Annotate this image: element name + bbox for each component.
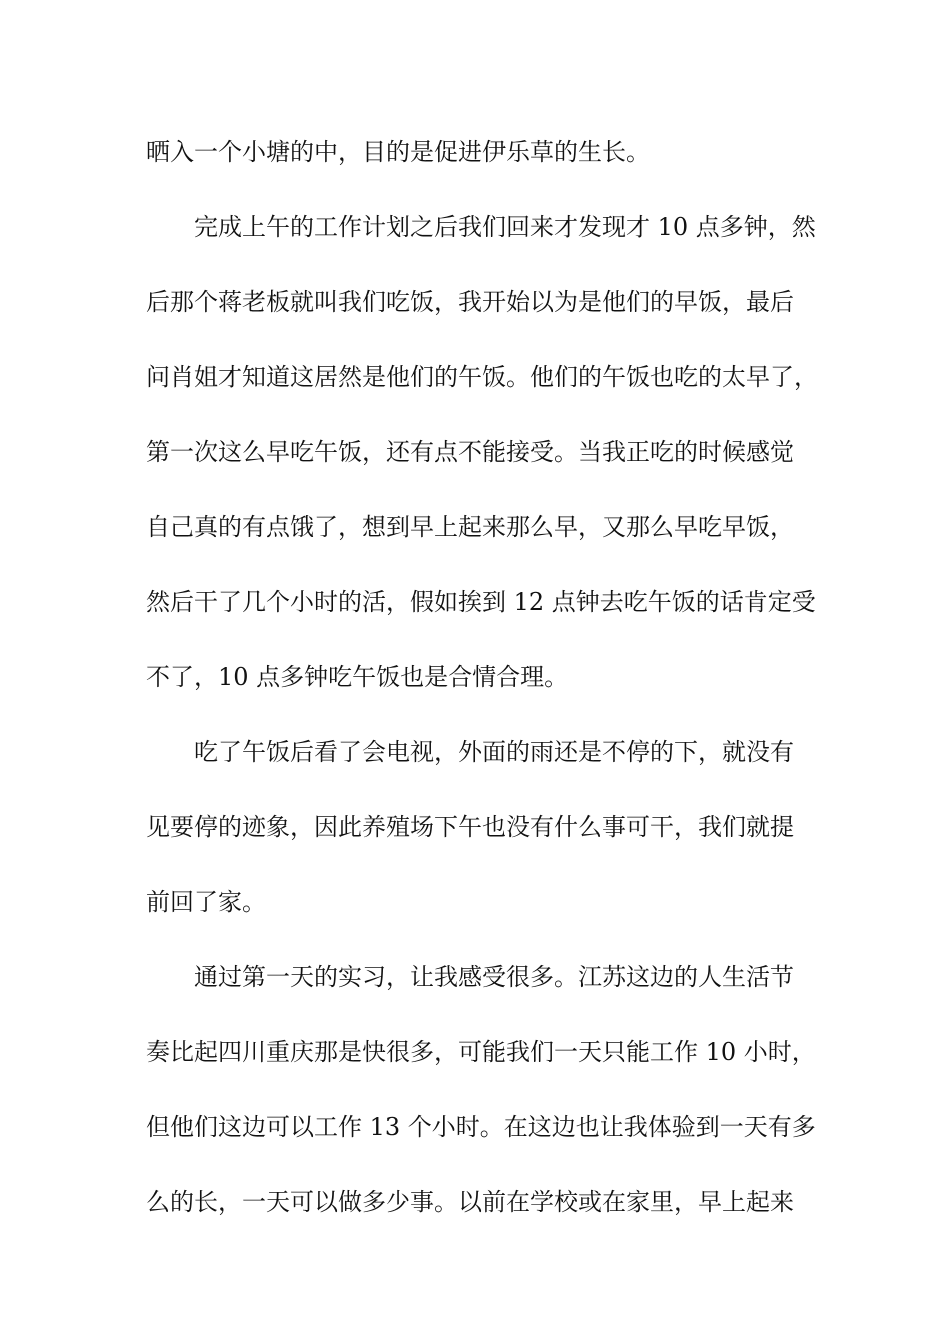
text-line: 第一次这么早吃午饭，还有点不能接受。当我正吃的时候感觉 xyxy=(146,438,794,466)
paragraph-first-line: 完成上午的工作计划之后我们回来才发现才 10 点多钟，然 xyxy=(194,213,816,241)
text-line: 但他们这边可以工作 13 个小时。在这边也让我体验到一天有多 xyxy=(146,1113,816,1141)
text-line: 问肖姐才知道这居然是他们的午饭。他们的午饭也吃的太早了， xyxy=(146,363,818,391)
text-line: 晒入一个小塘的中，目的是促进伊乐草的生长。 xyxy=(146,138,650,166)
text-line: 然后干了几个小时的活，假如挨到 12 点钟去吃午饭的话肯定受 xyxy=(146,588,816,616)
text-line: 么的长，一天可以做多少事。以前在学校或在家里，早上起来 xyxy=(146,1188,794,1216)
paragraph-first-line: 通过第一天的实习，让我感受很多。江苏这边的人生活节 xyxy=(194,963,794,991)
text-line: 后那个蒋老板就叫我们吃饭，我开始以为是他们的早饭，最后 xyxy=(146,288,794,316)
text-line: 奏比起四川重庆那是快很多，可能我们一天只能工作 10 小时， xyxy=(146,1038,816,1066)
text-line: 不了，10 点多钟吃午饭也是合情合理。 xyxy=(146,663,569,691)
text-line: 见要停的迹象，因此养殖场下午也没有什么事可干，我们就提 xyxy=(146,813,794,841)
text-line: 前回了家。 xyxy=(146,888,266,916)
paragraph-first-line: 吃了午饭后看了会电视，外面的雨还是不停的下，就没有 xyxy=(194,738,794,766)
text-line: 自己真的有点饿了，想到早上起来那么早，又那么早吃早饭， xyxy=(146,513,794,541)
